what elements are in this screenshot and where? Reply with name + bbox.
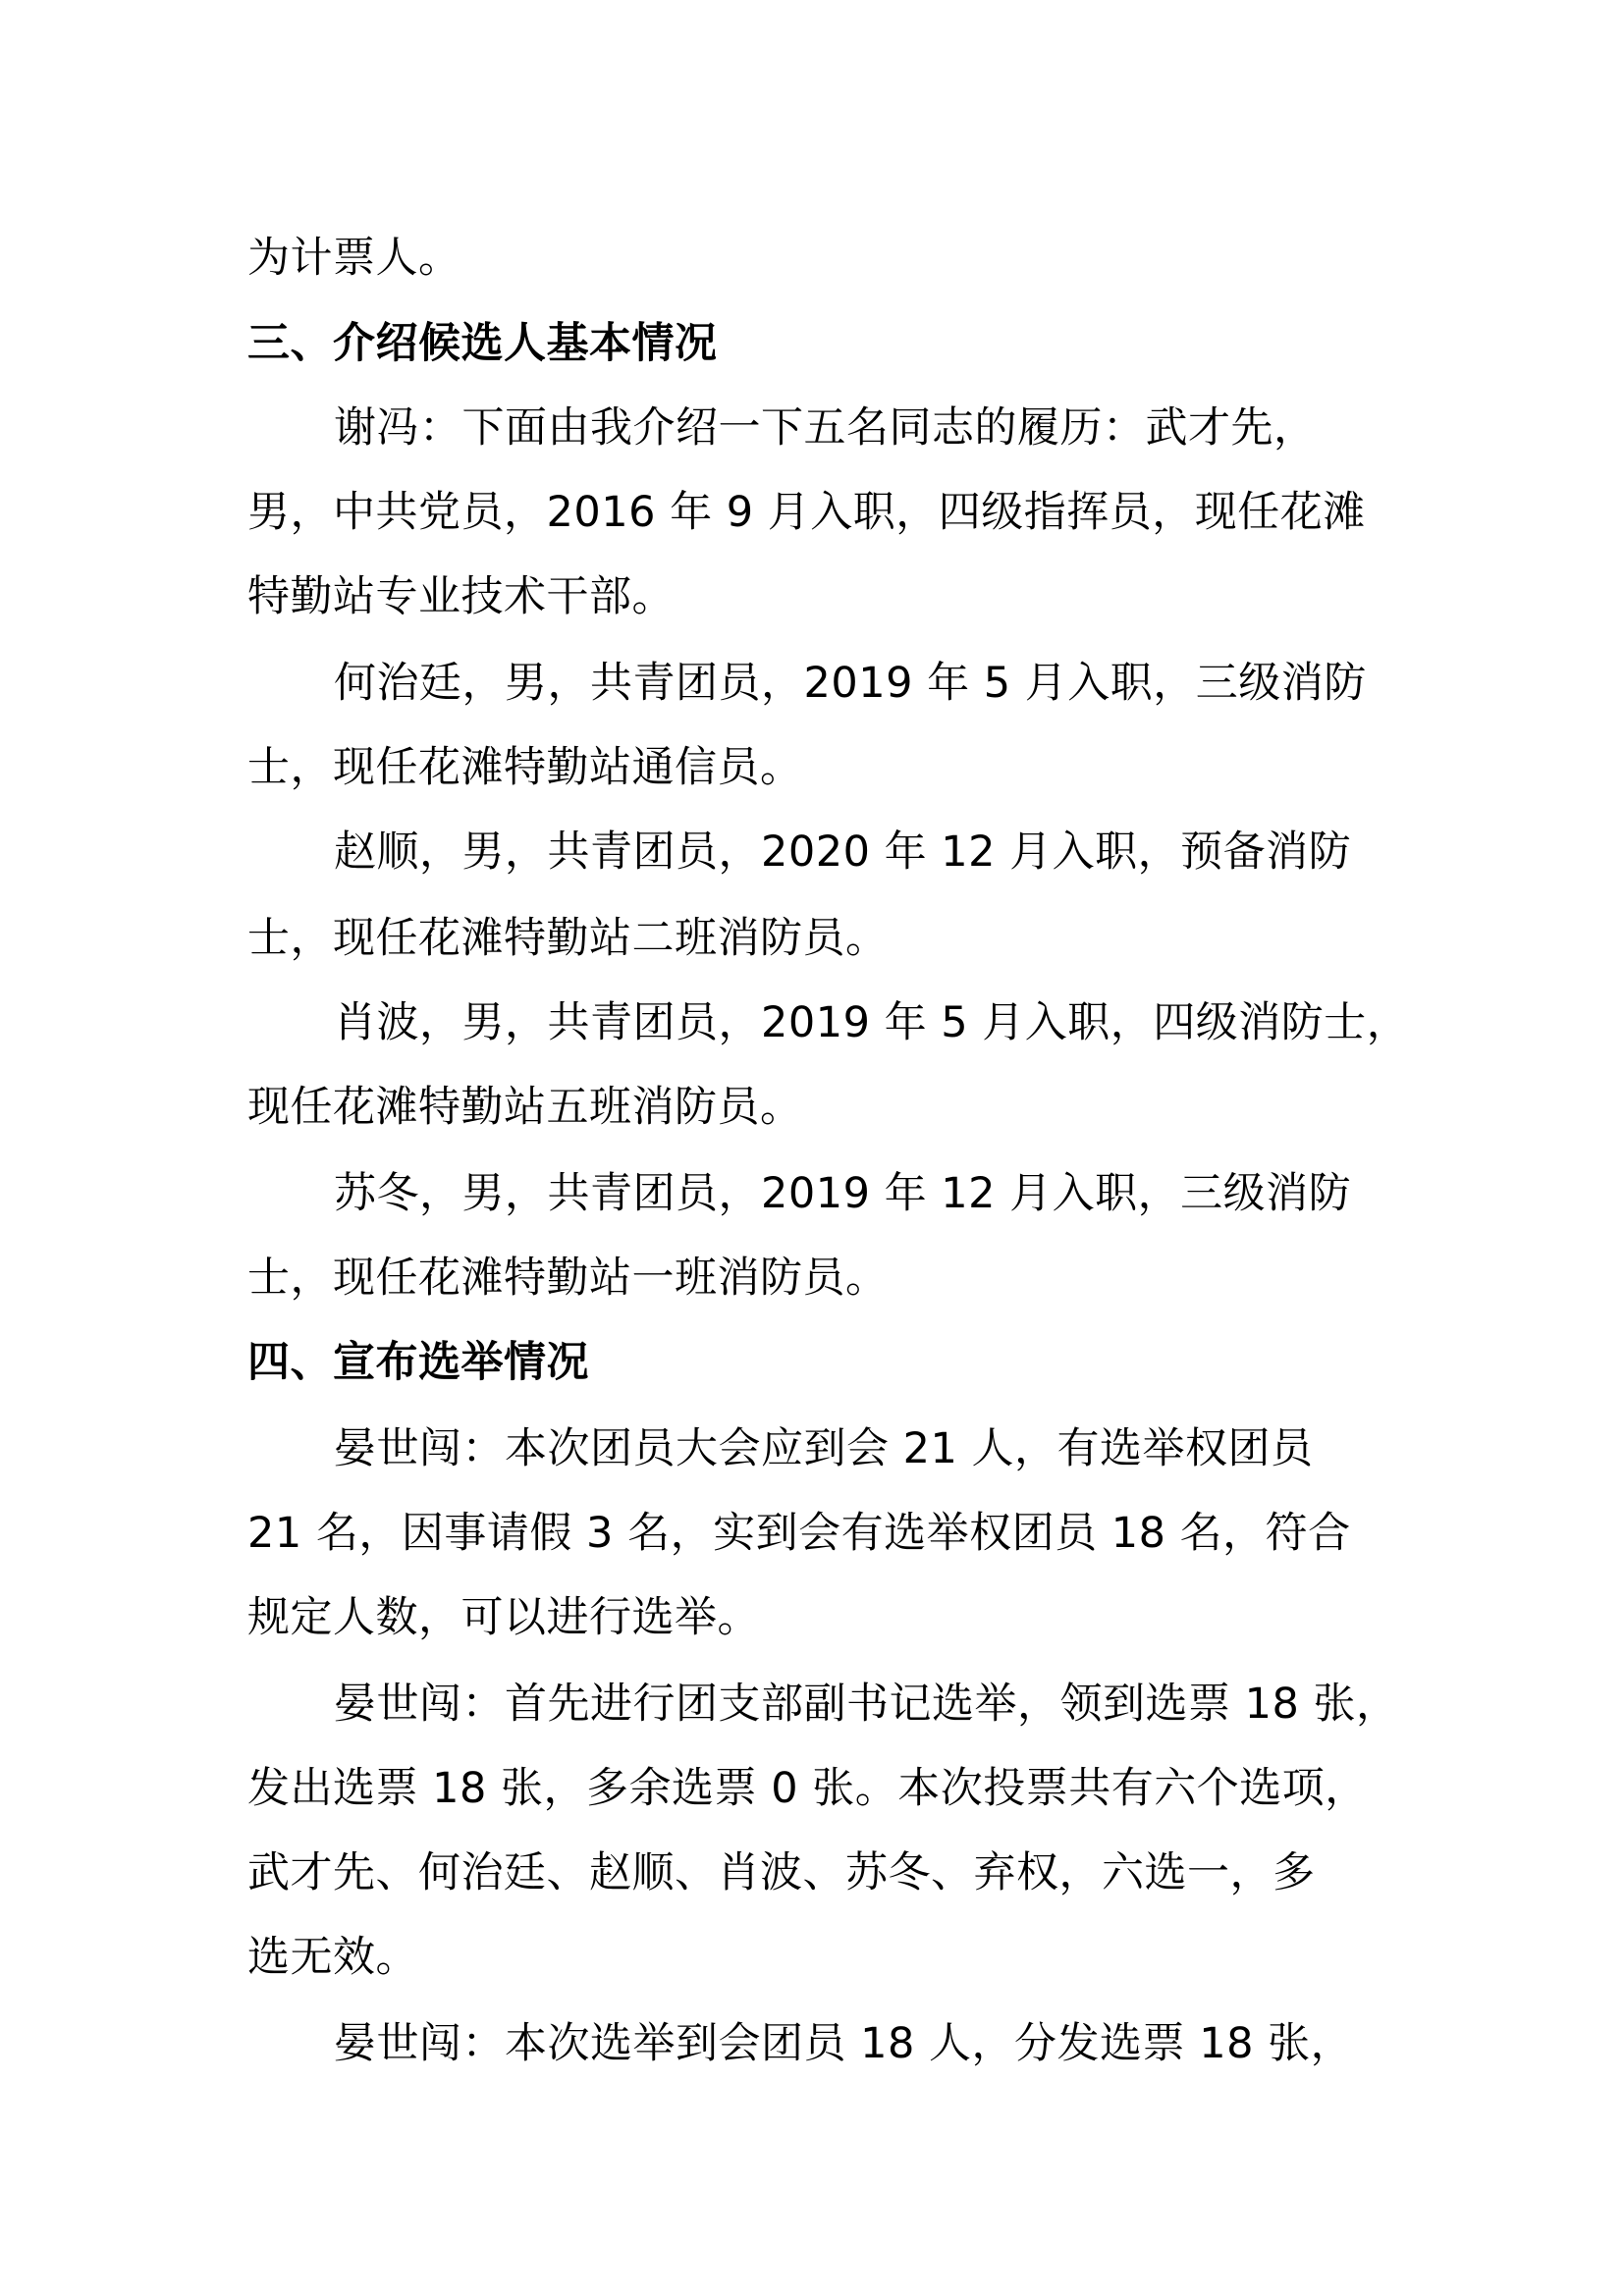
paragraph-line: 男，中共党员，2016 年 9 月入职，四级指挥员，现任花滩 [247,488,1366,537]
paragraph-line: 武才先、何治廷、赵顺、肖波、苏冬、弃权，六选一，多 [247,1848,1316,1897]
paragraph-line: 选无效。 [247,1933,418,1982]
paragraph-line: 发出选票 18 张，多余选票 0 张。本次投票共有六个选项， [247,1764,1368,1813]
paragraph-line: 晏世闯：首先进行团支部副书记选举，领到选票 18 张， [334,1680,1399,1729]
paragraph-line: 为计票人。 [247,234,461,283]
paragraph-line: 士，现任花滩特勤站一班消防员。 [247,1254,889,1303]
paragraph-line: 肖波，男，共青团员，2019 年 5 月入职，四级消防士， [334,998,1410,1047]
paragraph-line: 士，现任花滩特勤站通信员。 [247,743,803,792]
paragraph-line: 何治廷，男，共青团员，2019 年 5 月入职，三级消防 [334,659,1367,708]
paragraph-line: 谢冯：下面由我介绍一下五名同志的履历：武才先， [334,403,1317,453]
paragraph-line: 晏世闯：本次选举到会团员 18 人，分发选票 18 张， [334,2019,1354,2068]
paragraph-line: 规定人数，可以进行选举。 [247,1593,760,1642]
paragraph-line: 苏冬，男，共青团员，2019 年 12 月入职，三级消防 [334,1169,1352,1218]
paragraph-line: 现任花滩特勤站五班消防员。 [247,1083,803,1132]
section-heading-candidates: 三、介绍候选人基本情况 [247,319,718,368]
paragraph-line: 晏世闯：本次团员大会应到会 21 人，有选举权团员 [334,1424,1314,1473]
paragraph-line: 特勤站专业技术干部。 [247,572,675,621]
paragraph-line: 21 名，因事请假 3 名，实到会有选举权团员 18 名，符合 [247,1509,1351,1558]
paragraph-line: 赵顺，男，共青团员，2020 年 12 月入职，预备消防 [334,828,1352,877]
paragraph-line: 士，现任花滩特勤站二班消防员。 [247,914,889,963]
section-heading-election: 四、宣布选举情况 [247,1338,589,1387]
